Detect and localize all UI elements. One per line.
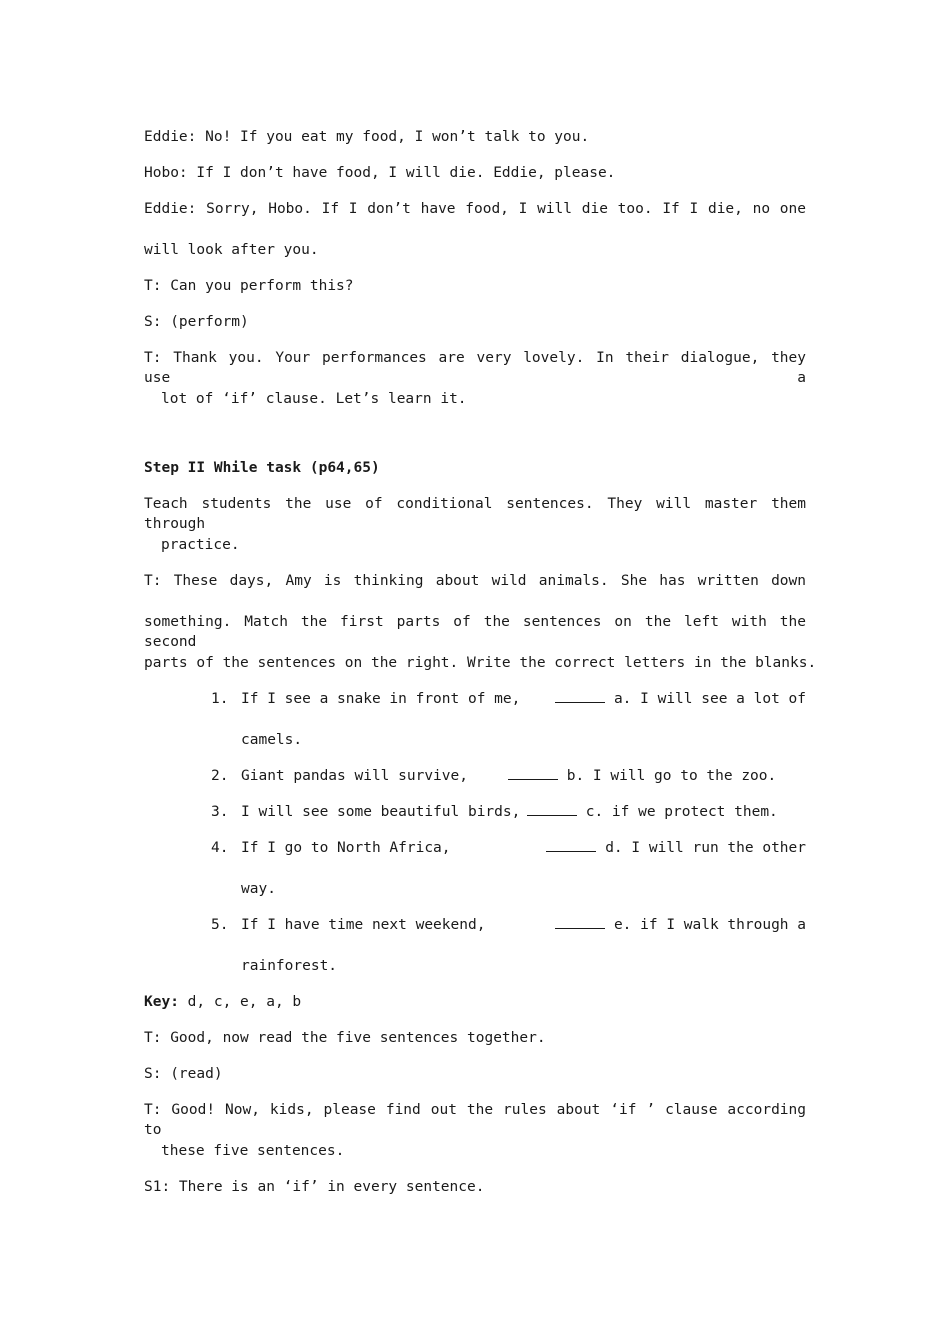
item-left-part: If I have time next weekend,	[241, 917, 486, 933]
dialogue-line-teacher-rules: T: Good! Now, kids, please find out the rules about ‘if ’ clause according to	[144, 1102, 806, 1138]
item-right-group	[527, 802, 778, 822]
item-left-part: If I go to North Africa,	[241, 840, 451, 856]
item-left-part: If I see a snake in front of me,	[241, 691, 521, 707]
dialogue-line-teacher-read: T: Good, now read the five sentences together.	[144, 1030, 546, 1046]
item-continuation: way.	[241, 881, 276, 897]
item-right-part: c. if we protect them.	[585, 804, 778, 820]
matching-item	[241, 802, 806, 822]
item-continuation: camels.	[241, 732, 303, 748]
dialogue-line-eddie-1: Eddie: No! If you eat my food, I won’t talk to you.	[144, 129, 590, 145]
answer-key-label: Key:	[144, 994, 179, 1010]
item-right-group	[546, 838, 806, 858]
dialogue-line-student-1: S1: There is an ‘if’ in every sentence.	[144, 1179, 485, 1195]
item-right-group	[508, 766, 776, 786]
item-left-part: I will see some beautiful birds,	[241, 804, 521, 820]
answer-blank[interactable]	[527, 803, 577, 816]
dialogue-line-teacher-thanks: T: Thank you. Your performances are very lovely. In their dialogue, they use a	[144, 350, 806, 386]
item-right-part: a. I will see a lot of	[613, 691, 806, 707]
answer-blank[interactable]	[555, 690, 605, 703]
answer-blank[interactable]	[555, 916, 605, 929]
item-right-part: d. I will run the other	[605, 840, 806, 856]
dialogue-line-student-perform: S: (perform)	[144, 314, 249, 330]
dialogue-line-hobo: Hobo: If I don’t have food, I will die. Eddie, please.	[144, 165, 616, 181]
dialogue-line-student-read: S: (read)	[144, 1066, 223, 1082]
dialogue-line-teacher-perform: T: Can you perform this?	[144, 278, 354, 294]
item-right-part: b. I will go to the zoo.	[566, 768, 777, 784]
item-right-part: e. if I walk through a	[613, 917, 806, 933]
matching-item	[241, 766, 806, 786]
dialogue-line-eddie-2-cont: will look after you.	[144, 242, 319, 258]
item-continuation: rainforest.	[241, 958, 338, 974]
answer-blank[interactable]	[546, 839, 596, 852]
answer-blank[interactable]	[508, 767, 558, 780]
dialogue-line-teacher-rules-cont: these five sentences.	[161, 1143, 345, 1159]
task-paragraph-line-2: something. Match the first parts of the sentences on the left with the second	[144, 614, 806, 650]
answer-key-value: d, c, e, a, b	[178, 994, 302, 1010]
item-number: 2.	[211, 768, 229, 784]
task-paragraph-line-1: T: These days, Amy is thinking about wild animals. She has written down	[144, 573, 806, 589]
task-paragraph-line-3: parts of the sentences on the right. Write the correct letters in the blanks.	[144, 655, 817, 671]
answer-key	[144, 992, 806, 1012]
dialogue-line-teacher-thanks-cont: lot of ‘if’ clause. Let’s learn it.	[161, 391, 467, 407]
matching-item	[241, 915, 806, 935]
item-number: 3.	[211, 804, 229, 820]
instruction-paragraph-cont: practice.	[161, 537, 240, 553]
instruction-paragraph: Teach students the use of conditional sentences. They will master them through	[144, 496, 806, 532]
item-number: 4.	[211, 840, 229, 856]
matching-item	[241, 689, 806, 709]
item-left-part: Giant pandas will survive,	[241, 768, 468, 784]
section-heading-step-2: Step II While task (p64,65)	[144, 460, 380, 476]
matching-item	[241, 838, 806, 858]
item-number: 1.	[211, 691, 229, 707]
item-right-group	[555, 689, 806, 709]
item-right-group	[555, 915, 806, 935]
dialogue-line-eddie-2: Eddie: Sorry, Hobo. If I don’t have food, I will die too. If I die, no one	[144, 201, 806, 217]
item-number: 5.	[211, 917, 229, 933]
